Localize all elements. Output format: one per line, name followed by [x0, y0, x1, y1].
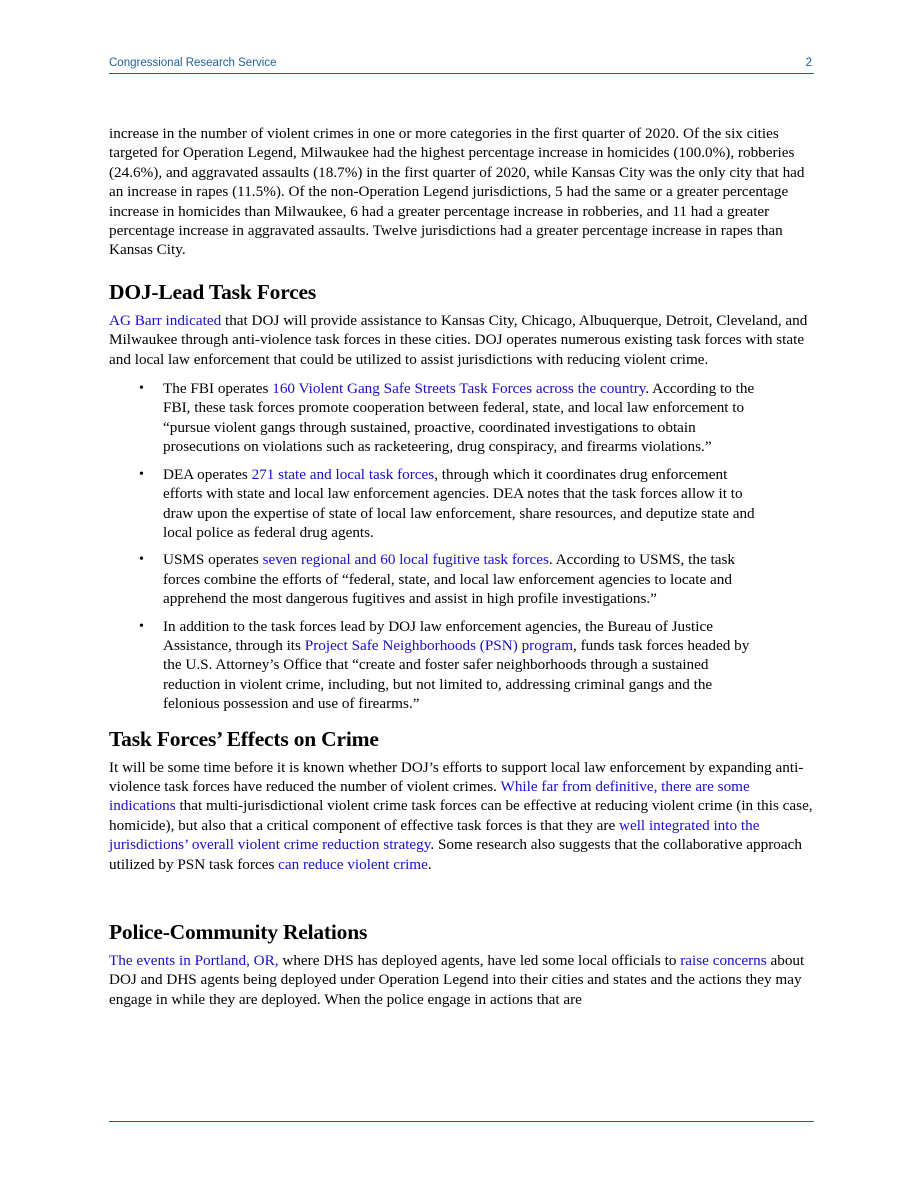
link-portland-events[interactable]: The events in Portland, OR,	[109, 952, 279, 969]
page-header	[109, 55, 814, 74]
link-usms-task-forces[interactable]: seven regional and 60 local fugitive task forces	[262, 551, 549, 569]
bullet-icon: •	[139, 552, 144, 568]
page-number: 2	[805, 57, 812, 69]
list-item: • USMS operates seven regional and 60 local fugitive task forces. According to USMS, the task forces combine the efforts of “federal, state, and local law enforcement agencies to locate and apprehend the most dangerous fugitives and assist in high profile investigations.”	[139, 551, 735, 608]
section-heading-task-force-effects: Task Forces’ Effects on Crime	[109, 726, 379, 751]
link-integrated-strategy[interactable]: well integrated into the jurisdictions’ overall violent crime reduction strategy	[109, 816, 760, 854]
police-paragraph: The events in Portland, OR, where DHS has deployed agents, have led some local officials to raise concerns about DOJ and DHS agents being deployed under Operation Legend into their cities and states and the actions they may engage in while they are deployed. When the police engage in actions that are	[109, 952, 805, 1008]
list-item: • DEA operates 271 state and local task forces, through which it coordinates drug enforcement efforts with state and local law enforcement agencies. DEA notes that the task forces allow it to draw upon the expertise of state of local law enforcement, share resources, and deputize state and local police as federal drug agents.	[139, 465, 755, 541]
bullet-icon: •	[139, 618, 144, 634]
list-item: • The FBI operates 160 Violent Gang Safe Streets Task Forces across the country. According to the FBI, these task forces promote cooperation between federal, state, and local law enforcement to “pursue violent gangs through sustained, proactive, coordinated investigations to obtain prosecutions on violations such as racketeering, drug conspiracy, and firearms violations.”	[139, 380, 755, 456]
doj-paragraph-text: that DOJ will provide assistance to Kansas City, Chicago, Albuquerque, Detroit, Cleveland, and Milwaukee through anti-violence task forces in these cities. DOJ operates numerous existing task forces with state and local law enforcement that could be utilized to assist jurisdictions with reducing violent crime.	[109, 311, 808, 368]
link-ag-barr[interactable]: AG Barr indicated	[109, 311, 222, 329]
link-dea-task-forces[interactable]: 271 state and local task forces	[251, 465, 435, 483]
link-psn-program[interactable]: Project Safe Neighborhoods (PSN) program	[304, 636, 574, 654]
link-raise-concerns[interactable]: raise concerns	[680, 952, 767, 969]
section-heading-police-community: Police-Community Relations	[109, 920, 368, 944]
effects-paragraph: It will be some time before it is known whether DOJ’s efforts to support local law enforcement by expanding anti-violence task forces have reduced the number of violent crimes. While far from definitive, there are some indications that multi-jurisdictional violent crime task forces can be effective at reducing violent crime (in this case, homicide), but also that a critical component of effective task forces is that they are well integrated into the jurisdictions’ overall violent crime reduction strategy. Some research also suggests that the collaborative approach utilized by PSN task forces can reduce violent crime.	[109, 758, 813, 873]
document-body	[109, 120, 819, 1009]
footer-divider	[109, 1121, 814, 1122]
section-heading-doj-task-forces: DOJ-Lead Task Forces	[109, 279, 317, 304]
task-force-list	[109, 379, 819, 714]
doj-paragraph	[109, 311, 819, 369]
list-item: • In addition to the task forces lead by DOJ law enforcement agencies, the Bureau of Justice Assistance, through its Project Safe Neighborhoods (PSN) program, funds task forces headed by the U.S. Attorney’s Office that “create and foster safer neighborhoods through a sustained reduction in violent crime, including, but not limited to, addressing criminal gangs and the felonious possession and use of firearms.”	[139, 617, 750, 713]
bullet-icon: •	[139, 466, 144, 482]
header-publisher: Congressional Research Service	[109, 57, 277, 69]
bullet-icon: •	[139, 381, 144, 397]
link-fbi-task-forces[interactable]: 160 Violent Gang Safe Streets Task Forces across the country	[272, 380, 646, 398]
link-reduce-violent-crime[interactable]: can reduce violent crime	[278, 855, 428, 873]
intro-paragraph: increase in the number of violent crimes in one or more categories in the first quarter of 2020. Of the six cities targeted for Operation Legend, Milwaukee had the highest percentage increase in homicides (100.0%), robberies (24.6%), and aggravated assaults (18.7%) in the first quarter of 2020, while Kansas City was the only city that had an increase in rapes (11.5%). Of the non-Operation Legend jurisdictions, 5 had the same or a greater percentage increase in homicides than Milwaukee, 6 had a greater percentage increase in robberies, and 11 had a greater percentage increase in aggravated assaults. Twelve jurisdictions had a greater percentage increase in rapes than Kansas City.	[109, 125, 805, 259]
link-indications[interactable]: While far from definitive, there are some indications	[109, 777, 750, 815]
